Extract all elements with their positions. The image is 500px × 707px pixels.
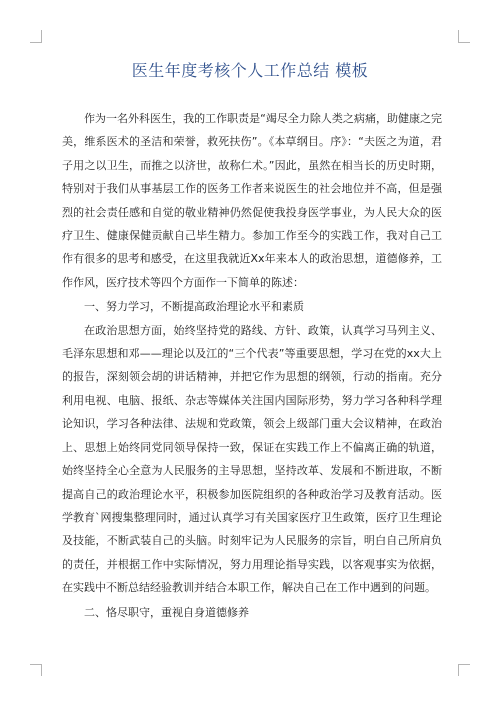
crop-mark-bottom-right-horizontal [458, 664, 470, 665]
crop-mark-bottom-left-vertical [41, 664, 42, 676]
document-title: 医生年度考核个人工作总结 模板 [131, 61, 369, 80]
crop-mark-top-right-vertical [458, 30, 459, 42]
section-heading-1: 一、努力学习，不断提高政治理论水平和素质 [84, 300, 304, 314]
crop-mark-top-left-vertical [41, 30, 42, 42]
crop-mark-top-right-horizontal [458, 42, 470, 43]
section-1-paragraph: 在政治思想方面，始终坚持党的路线、方针、政策，认真学习马列主义、毛泽东思想和邓——理论以及江的“三个代表”等重要思想，学习在党的xx大上的报告，深刻领会胡的讲话精神，并把它作为思想的纲领，行动的指南。充分利用电视、电脑、报纸、杂志等媒体关注国内国际形势，努力学习各种科学理论知识，学习各种法律、法规和党政策，领会上级部门重大会议精神，在政治上、思想上始终同党同领导保持一致，保证在实践工作上不偏离正确的轨道，始终坚持全心全意为人民服务的主导思想，坚持改革、发展和不断进取，不断提高自己的政治理论水平，积极参加医院组织的各种政治学习及教育活动。医学教育`网搜集整理同时，通过认真学习有关国家医疗卫生政策，医疗卫生理论及技能，不断武装自己的头脑。时刻牢记为人民服务的宗旨，明白自己所肩负的责任，并根据工作中实际情况，努力用理论指导实践，以客观事实为依据，在实践中不断总结经验教训并结合本职工作，解决自己在工作中遇到的问题。 [62, 323, 442, 595]
crop-mark-top-left-horizontal [30, 42, 42, 43]
crop-mark-bottom-right-vertical [458, 664, 459, 676]
intro-paragraph: 作为一名外科医生，我的工作职责是“竭尽全力除人类之病痛，助健康之完美，维系医术的圣洁和荣誉，救死扶伤”。《本草纲目。序》：“夫医之为道，君子用之以卫生，而推之以济世，故称仁术。”因此，虽然在相当长的历史时期，特别对于我们从事基层工作的医务工作者来说医生的社会地位并不高，但是强烈的社会责任感和自觉的敬业精神仍然促使我投身医学事业，为人民大众的医疗卫生、健康保健贡献自己毕生精力。参加工作至今的实践工作，我对自己工作有很多的思考和感受，在这里我就近Xx年来本人的政治思想，道德修养，工作作风，医疗技术等四个方面作一下简单的陈述： [62, 112, 442, 289]
section-heading-2: 二、恪尽职守，重视自身道德修养 [84, 605, 249, 619]
document-body [62, 107, 442, 624]
